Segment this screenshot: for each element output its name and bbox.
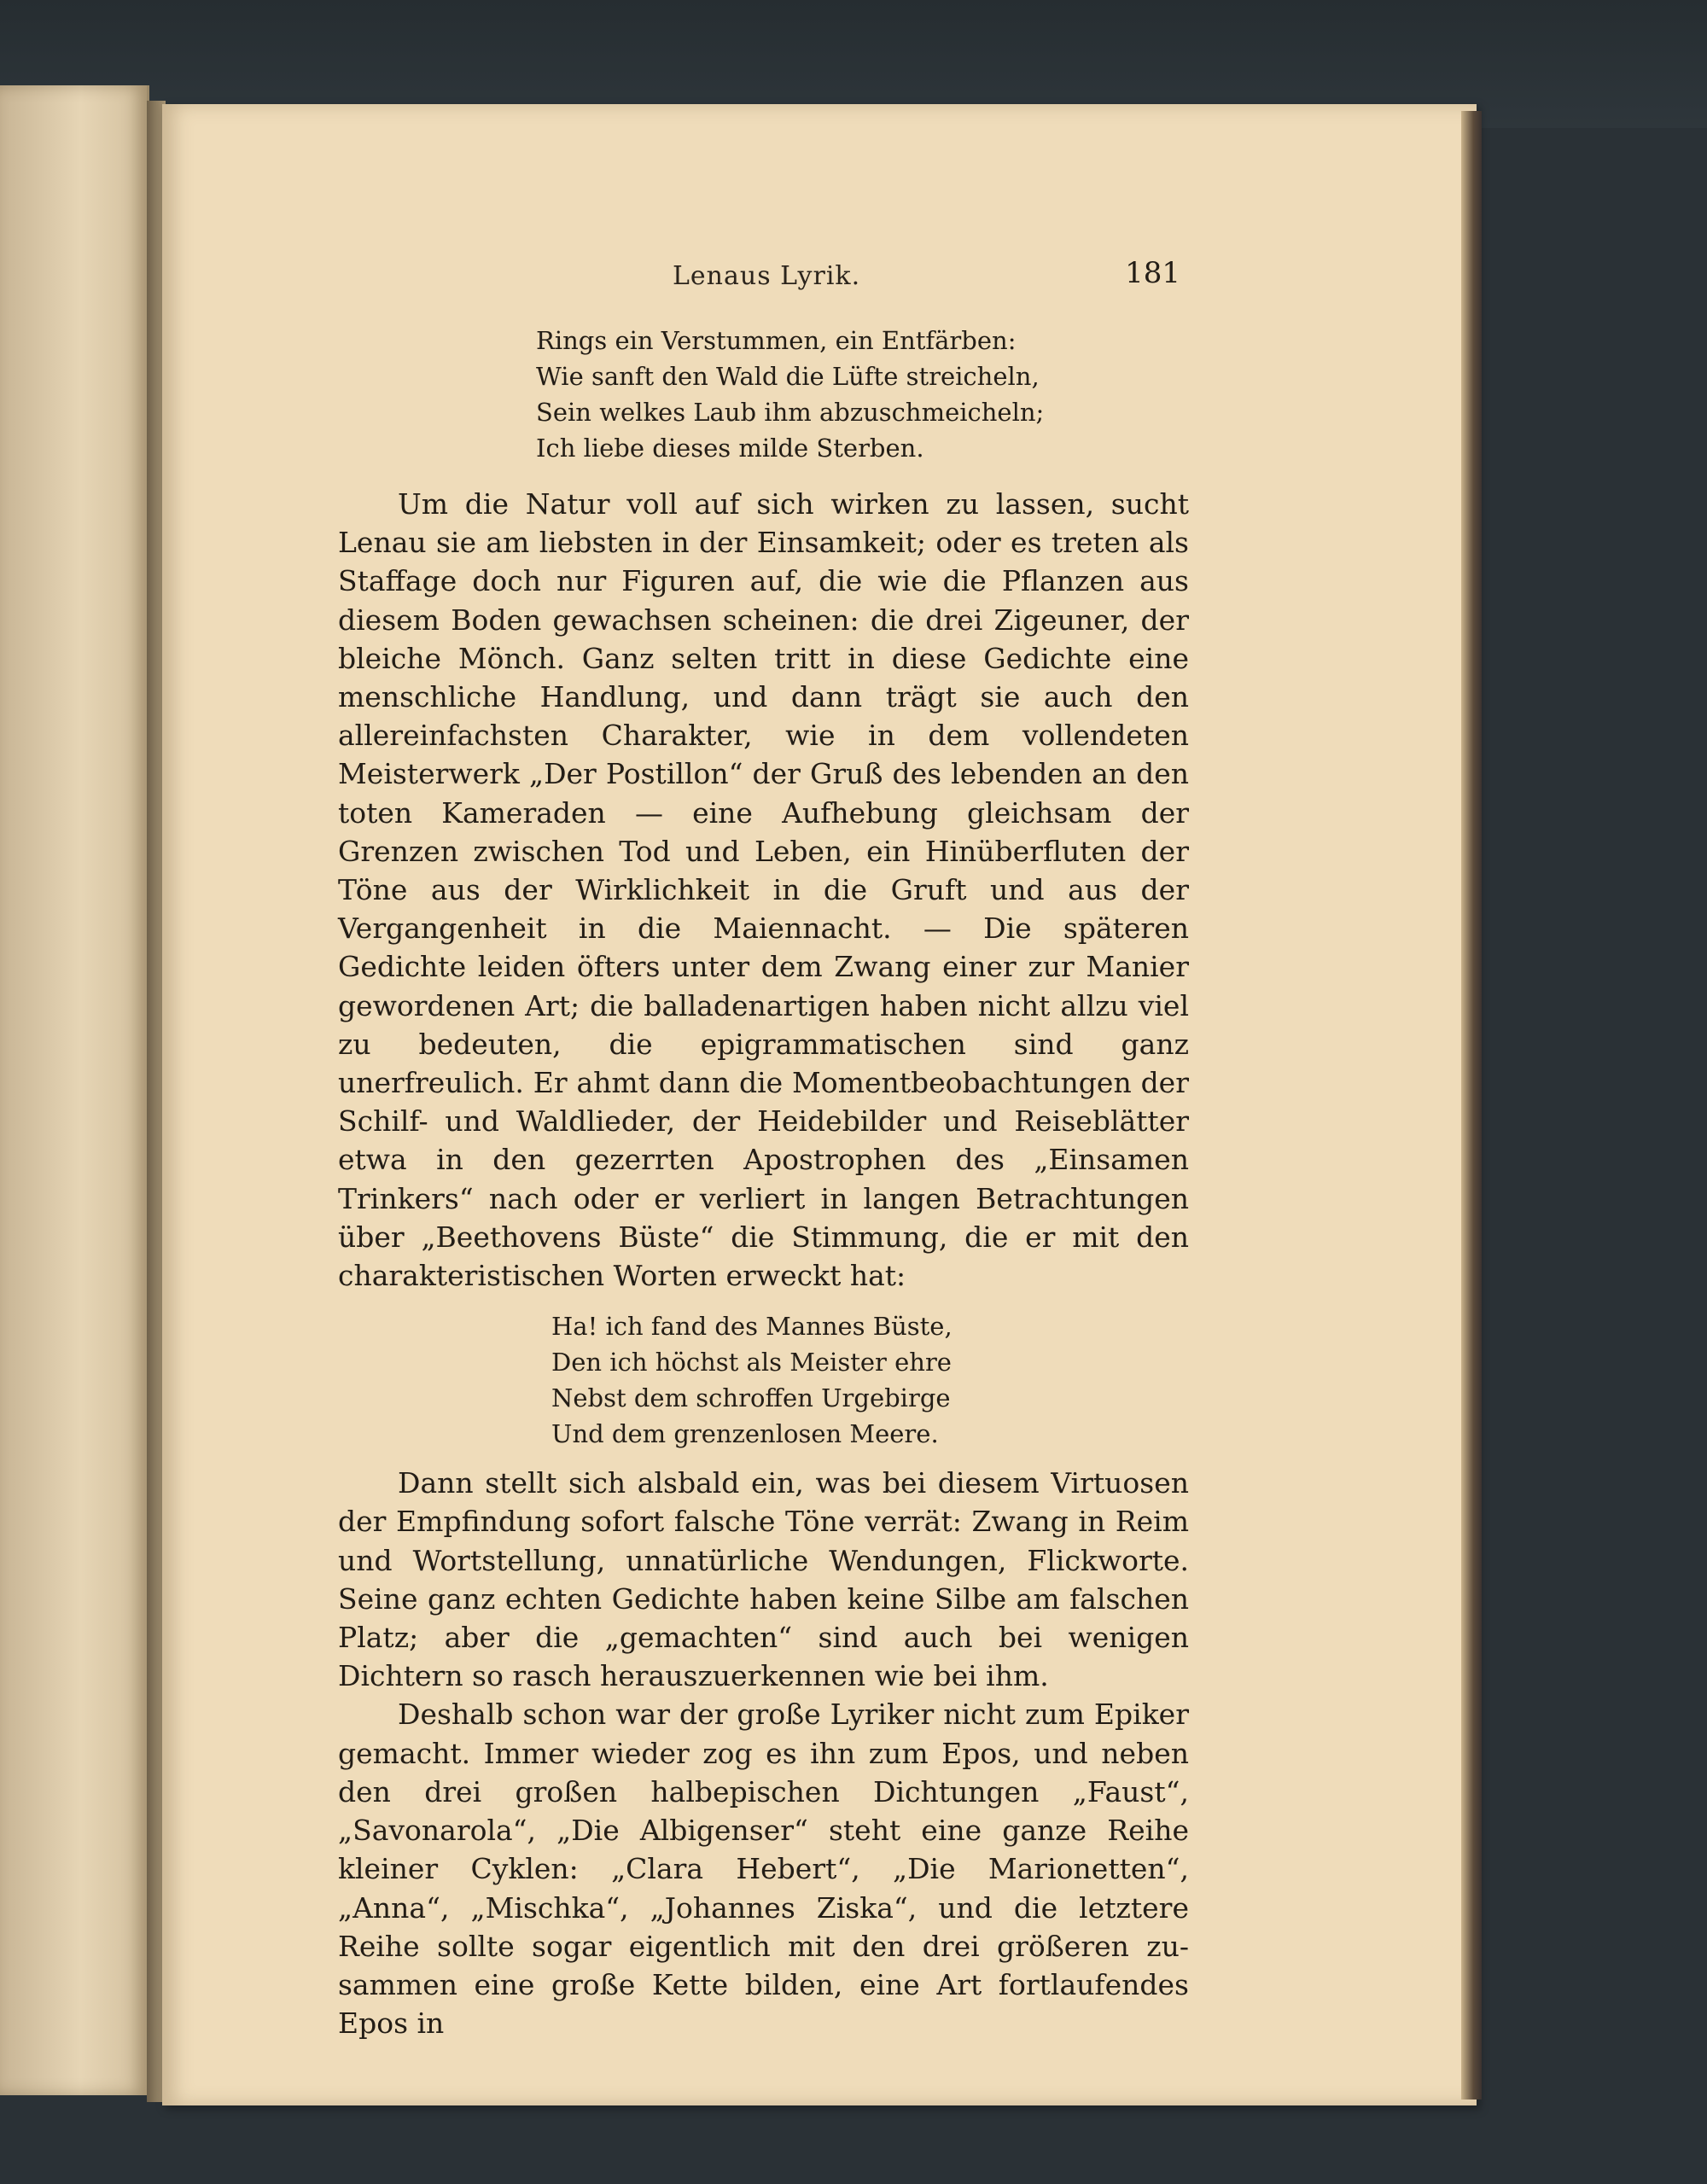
verse-quote-1 <box>536 323 1189 466</box>
verse-quote-2 <box>551 1308 1189 1452</box>
page-body <box>338 323 1189 2042</box>
running-title: Lenaus Lyrik. <box>673 261 861 291</box>
verse-line: Und dem grenzenlosen Meere. <box>551 1419 939 1449</box>
paragraph-2: Dann stellt sich alsbald ein, was bei diesem Virtuosen der Empfindung sofort falsche Töne verrät: Zwang in Reim und Wortstellung, unnatürliche Wendungen, Flickworte. Seine ganz echten Gedichte haben keine Silbe am falschen Platz; aber die „gemachten“ sind auch bei wenigen Dichtern so rasch herauszuerkennen wie bei ihm. <box>338 1466 1189 1693</box>
paragraph-1: Um die Natur voll auf sich wirken zu lassen, sucht Lenau sie am liebsten in der Einsamkeit; oder es treten als Staffage doch nur Figuren auf, die wie die Pflanzen aus diesem Boden gewachsen scheinen: die drei Zigeuner, der bleiche Mönch. Ganz selten tritt in diese Gedichte eine menschliche Handlung, und dann trägt sie auch den allereinfachsten Charakter, wie in dem vollendeten Meisterwerk „Der Postillon“ der Gruß des lebenden an den toten Kameraden — eine Aufhebung gleichsam der Grenzen zwischen Tod und Leben, ein Hinüberfluten der Töne aus der Wirklichkeit in die Gruft und aus der Vergangenheit in die Maiennacht. — Die späteren Gedichte leiden öfters unter dem Zwang einer zur Manier gewordenen Art; die balladenartigen haben nicht allzu viel zu bedeuten, die epigrammatischen sind ganz unerfreulich. Er ahmt dann die Momentbeobachtungen der Schilf- und Waldlieder, der Heidebilder und Reiseblätter etwa in den gezerrten Apostrophen des „Einsamen Trinkers“ nach oder er verliert in langen Betrachtungen über „Beethovens Büste“ die Stimmung, die er mit den charakteristischen Worten erweckt hat: <box>338 487 1189 1293</box>
verse-line: Ich liebe dieses milde Sterben. <box>536 434 924 463</box>
left-page-edge <box>0 85 149 2095</box>
paragraph-3: Deshalb schon war der große Lyriker nicht zum Epiker gemacht. Immer wieder zog es ihn zum Epos, und neben den drei großen halbepischen Dichtungen „Faust“, „Savonarola“, „Die Albigenser“ steht eine ganze Reihe kleiner Cyklen: „Clara Hebert“, „Die Marionetten“, „Anna“, „Mischka“, „Johannes Ziska“, und die letztere Reihe sollte sogar eigentlich mit den drei größeren zusammen eine große Kette bilden, eine Art fortlaufendes Epos in <box>338 1698 1189 2041</box>
verse-line: Rings ein Verstummen, ein Entfärben: <box>536 326 1017 355</box>
running-header <box>338 256 1191 299</box>
verse-line: Sein welkes Laub ihm abzuschmeicheln; <box>536 398 1045 427</box>
verse-line: Ha! ich fand des Mannes Büste, <box>551 1312 953 1342</box>
verse-line: Wie sanft den Wald die Lüfte streicheln, <box>536 362 1040 391</box>
verse-line: Nebst dem schroffen Urgebirge <box>551 1383 951 1413</box>
book-cover-edge <box>1461 111 1482 2100</box>
page-number: 181 <box>1125 256 1180 290</box>
verse-line: Den ich höchst als Meister ehre <box>551 1348 952 1377</box>
